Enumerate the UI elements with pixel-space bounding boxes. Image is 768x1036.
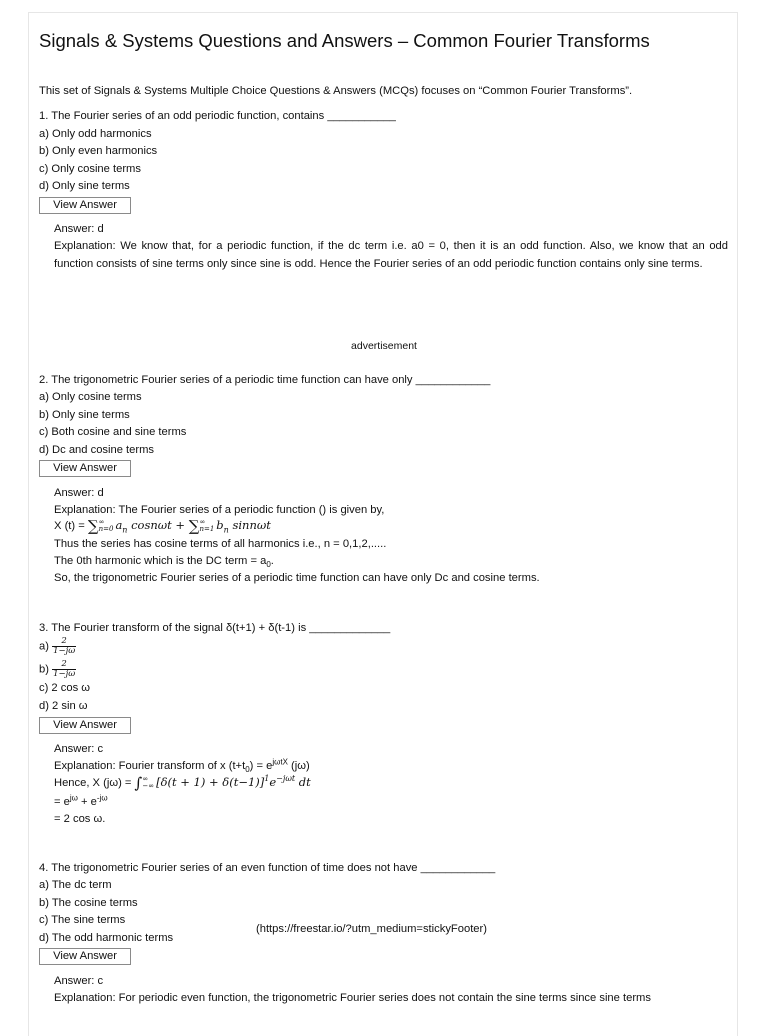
q3-exp3-b-sup: -jω (96, 793, 108, 803)
sum1-lower: n=0 (98, 525, 114, 534)
q3-explanation-line-2 (54, 774, 311, 793)
q3-exp1-sub: 0 (245, 765, 250, 775)
question-2: 2. The trigonometric Fourier series of a periodic time function can have only ____________ (39, 374, 491, 386)
q4-answer: Answer: c (54, 975, 104, 987)
q3-option-a-label: a) (39, 640, 49, 653)
q3-option-b-fraction (52, 660, 76, 679)
q3-option-b-label: b) (39, 663, 49, 676)
integral-limits (142, 776, 154, 790)
q3-b-numerator: 2 (52, 660, 76, 670)
q2-option-a: a) Only cosine terms (39, 391, 142, 403)
q2-option-b: b) Only sine terms (39, 409, 130, 421)
q3-option-d: d) 2 sin ω (39, 700, 88, 712)
q4-option-a: a) The dc term (39, 879, 112, 891)
q1-option-b: b) Only even harmonics (39, 145, 158, 157)
summation-limits-2 (199, 519, 214, 533)
q3-view-answer-button[interactable]: View Answer (39, 717, 131, 734)
question-1: 1. The Fourier series of an odd periodic function, contains ___________ (39, 110, 396, 122)
q1-option-a: a) Only odd harmonics (39, 128, 152, 140)
q2-explanation-line-4: So, the trigonometric Fourier series of a periodic time function can have only Dc and cosine terms. (54, 572, 540, 584)
q4-option-d: d) The odd harmonic terms (39, 932, 174, 944)
integral-exp-sup: −jωt (276, 774, 296, 784)
q2-exp3-sub: 0 (266, 560, 271, 570)
term1-rest: cosnωt + (131, 518, 189, 532)
sum2-lower: n=1 (199, 525, 215, 534)
q3-exp1-post: (jω) (287, 760, 310, 772)
q2-formula (54, 517, 271, 536)
q1-option-d: d) Only sine terms (39, 180, 130, 192)
q3-exp3-a-sup: jω (69, 793, 78, 803)
integral-exp-base: e (269, 775, 277, 789)
q3-b-denominator: 1−jω (53, 669, 76, 679)
q3-exp3-b: + e (77, 796, 97, 808)
q4-view-answer-button[interactable]: View Answer (39, 948, 131, 965)
q2-explanation-line-2: Thus the series has cosine terms of all harmonics i.e., n = 0,1,2,..... (54, 538, 387, 550)
summation-symbol-2: ∑ (188, 517, 200, 535)
q2-explanation-line-3 (54, 553, 274, 571)
q3-a-numerator: 2 (52, 637, 76, 647)
q2-option-d: d) Dc and cosine terms (39, 444, 155, 456)
q4-explanation: Explanation: For periodic even function, the trigonometric Fourier series does not contain the sine terms since sine terms (54, 992, 651, 1004)
q3-exp1-sup: jωtX (272, 757, 288, 767)
q3-explanation-line-3 (54, 794, 108, 812)
q2-exp3-post: . (270, 555, 274, 567)
summation-limits-1 (99, 519, 114, 533)
q2-view-answer-button[interactable]: View Answer (39, 460, 131, 477)
intro-text: This set of Signals & Systems Multiple Choice Questions & Answers (MCQs) focuses on “Common Fourier Transforms”. (39, 85, 633, 97)
q1-explanation: Explanation: We know that, for a periodic function, if the dc term i.e. a0 = 0, then it is an odd function. Also, we know that an odd function consists of sine terms only since sine is odd. Hence the Fourier series of an odd periodic function contains only sine terms. (54, 240, 728, 270)
integral-dt: dt (295, 775, 311, 789)
term1-sub: n (122, 525, 128, 535)
question-3: 3. The Fourier transform of the signal δ(t+1) + δ(t-1) is _____________ (39, 622, 391, 634)
term2-sub: n (223, 525, 229, 535)
q2-option-c: c) Both cosine and sine terms (39, 426, 187, 438)
term2-rest: sinnωt (232, 518, 271, 532)
q1-view-answer-button[interactable]: View Answer (39, 197, 131, 214)
integral-symbol: ∫ (134, 774, 143, 792)
q4-option-c: c) The sine terms (39, 914, 126, 926)
integral-power: 1 (264, 774, 270, 784)
term2-coef: b (216, 518, 224, 532)
q3-option-c: c) 2 cos ω (39, 682, 91, 694)
summation-symbol-1: ∑ (87, 517, 99, 535)
q2-term-2 (216, 518, 271, 535)
q3-exp1-mid: ) = e (249, 760, 273, 772)
q2-answer: Answer: d (54, 487, 104, 499)
q3-option-a (39, 637, 76, 656)
q3-exp3-a: = e (54, 796, 70, 808)
sum2-upper: ∞ (199, 518, 206, 527)
q3-option-b (39, 660, 76, 679)
sum1-upper: ∞ (98, 518, 105, 527)
advertisement-label: advertisement (351, 340, 417, 352)
q3-explanation-line-1 (54, 758, 310, 776)
q3-a-denominator: 1−jω (53, 646, 76, 656)
integral-bracket: [δ(t + 1) + δ(t−1)] (156, 775, 265, 789)
integral-lower: −∞ (142, 782, 155, 791)
q3-exp1-text: Explanation: Fourier transform of x (t+t (54, 760, 246, 772)
q3-answer: Answer: c (54, 743, 104, 755)
term1-coef: a (115, 518, 123, 532)
q1-option-c: c) Only cosine terms (39, 163, 141, 175)
q3-explanation-line-4: = 2 cos ω. (54, 813, 106, 825)
question-4: 4. The trigonometric Fourier series of an even function of time does not have ____________ (39, 862, 496, 874)
q2-term-1 (115, 518, 189, 535)
sticky-footer-link[interactable]: (https://freestar.io/?utm_medium=stickyFooter) (256, 923, 487, 935)
integral-body (156, 775, 311, 789)
integral-upper: ∞ (142, 775, 149, 784)
page-title: Signals & Systems Questions and Answers – Common Fourier Transforms (39, 30, 650, 51)
q3-option-a-fraction (52, 637, 76, 656)
q3-exp2-text: Hence, X (jω) = (54, 777, 135, 789)
q1-answer: Answer: d (54, 223, 104, 235)
q4-option-b: b) The cosine terms (39, 897, 138, 909)
q2-formula-prefix: X (t) = (54, 520, 88, 532)
q2-explanation-line-1: Explanation: The Fourier series of a periodic function () is given by, (54, 504, 385, 516)
q2-exp3-text: The 0th harmonic which is the DC term = a (54, 555, 267, 567)
